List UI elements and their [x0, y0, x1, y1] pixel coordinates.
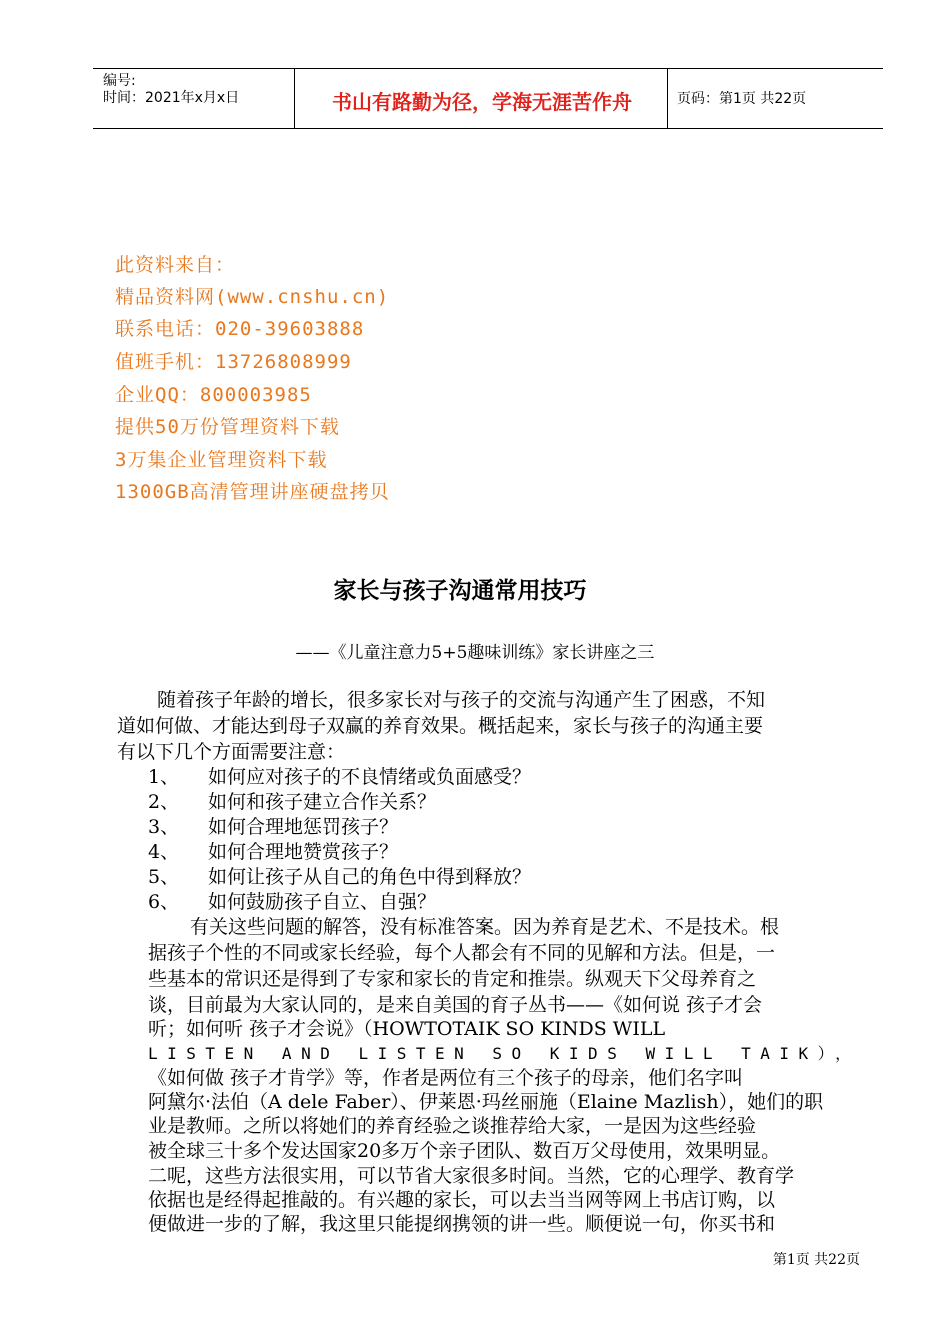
list-item-text: 如何鼓励孩子自立、自强？ — [208, 891, 437, 913]
source-line: 联系电话：020-39603888 — [115, 318, 365, 340]
source-line: 3万集企业管理资料下载 — [115, 449, 328, 471]
para-line: 谈，目前最为大家认同的，是来自美国的育子丛书——《如何说 孩子才会 — [148, 994, 763, 1016]
header-divider-1 — [294, 68, 295, 129]
list-item-number: 2、 — [148, 791, 180, 813]
para-line: 便做进一步的了解，我这里只能提纲携领的讲一些。顺便说一句，你买书和 — [148, 1213, 776, 1235]
list-item-number: 4、 — [148, 841, 180, 863]
list-item-text: 如何合理地惩罚孩子？ — [208, 816, 399, 838]
page-footer: 第1页 共22页 — [772, 1252, 860, 1268]
list-item-number: 5、 — [148, 866, 180, 888]
para-line: 阿黛尔·法伯（A dele Faber）、伊莱恩·玛丝丽施（Elaine Mazlish），她们的职 — [148, 1091, 824, 1113]
list-item-text: 如何和孩子建立合作关系？ — [208, 791, 437, 813]
list-item-text: 如何让孩子从自己的角色中得到释放？ — [208, 866, 532, 888]
article-title: 家长与孩子沟通常用技巧 — [333, 578, 587, 604]
source-line: 此资料来自： — [115, 254, 236, 276]
source-line: 精品资料网(www.cnshu.cn) — [115, 286, 390, 308]
para-line: 被全球三十多个发达国家20多万个亲子团队、数百万父母使用，效果明显。 — [148, 1140, 781, 1162]
header-page-label: 页码：第1页 共22页 — [677, 91, 807, 107]
header-time-label: 时间：2021年x月x日 — [103, 90, 240, 106]
header-bottom-rule — [93, 128, 883, 129]
para-line: 据孩子个性的不同或家长经验，每个人都会有不同的见解和方法。但是，一 — [148, 942, 776, 964]
header-number-label: 编号: — [103, 73, 136, 89]
list-item-text: 如何应对孩子的不良情绪或负面感受？ — [208, 766, 532, 788]
para-line: 些基本的常识还是得到了专家和家长的肯定和推崇。纵观天下父母养育之 — [148, 968, 757, 990]
source-line: 值班手机：13726808999 — [115, 351, 352, 373]
list-item-number: 6、 — [148, 891, 180, 913]
list-item-number: 1、 — [148, 766, 180, 788]
para-line: 有关这些问题的解答，没有标准答案。因为养育是艺术、不是技术。根 — [190, 916, 780, 938]
para-line: 《如何做 孩子才肯学》等，作者是两位有三个孩子的母亲，他们名字叫 — [148, 1067, 744, 1089]
para-line: 听；如何听 孩子才会说》（HOWTOTAIK SO KINDS WILL — [148, 1018, 666, 1040]
para-line: 二呢，这些方法很实用，可以节省大家很多时间。当然，它的心理学、教育学 — [148, 1165, 795, 1187]
list-item-number: 3、 — [148, 816, 180, 838]
header-motto: 书山有路勤为径，学海无涯苦作舟 — [332, 90, 632, 114]
intro-line: 有以下几个方面需要注意： — [117, 741, 346, 763]
para-line: LISTEN AND LISTEN SO KIDS WILL TAIK）， — [148, 1044, 861, 1063]
source-line: 提供50万份管理资料下载 — [115, 416, 340, 438]
list-item-text: 如何合理地赞赏孩子？ — [208, 841, 399, 863]
intro-line: 随着孩子年龄的增长，很多家长对与孩子的交流与沟通产生了困惑，不知 — [157, 689, 766, 711]
source-line: 1300GB高清管理讲座硬盘拷贝 — [115, 481, 390, 503]
header-top-rule — [93, 68, 883, 69]
para-line: 依据也是经得起推敲的。有兴趣的家长，可以去当当网等网上书店订购，以 — [148, 1189, 776, 1211]
intro-line: 道如何做、才能达到母子双赢的养育效果。概括起来，家长与孩子的沟通主要 — [117, 715, 764, 737]
para-line: 业是教师。之所以将她们的养育经验之谈推荐给大家，一是因为这些经验 — [148, 1115, 757, 1137]
source-line: 企业QQ：800003985 — [115, 384, 312, 406]
article-subtitle: ——《儿童注意力5+5趣味训练》家长讲座之三 — [295, 643, 655, 663]
